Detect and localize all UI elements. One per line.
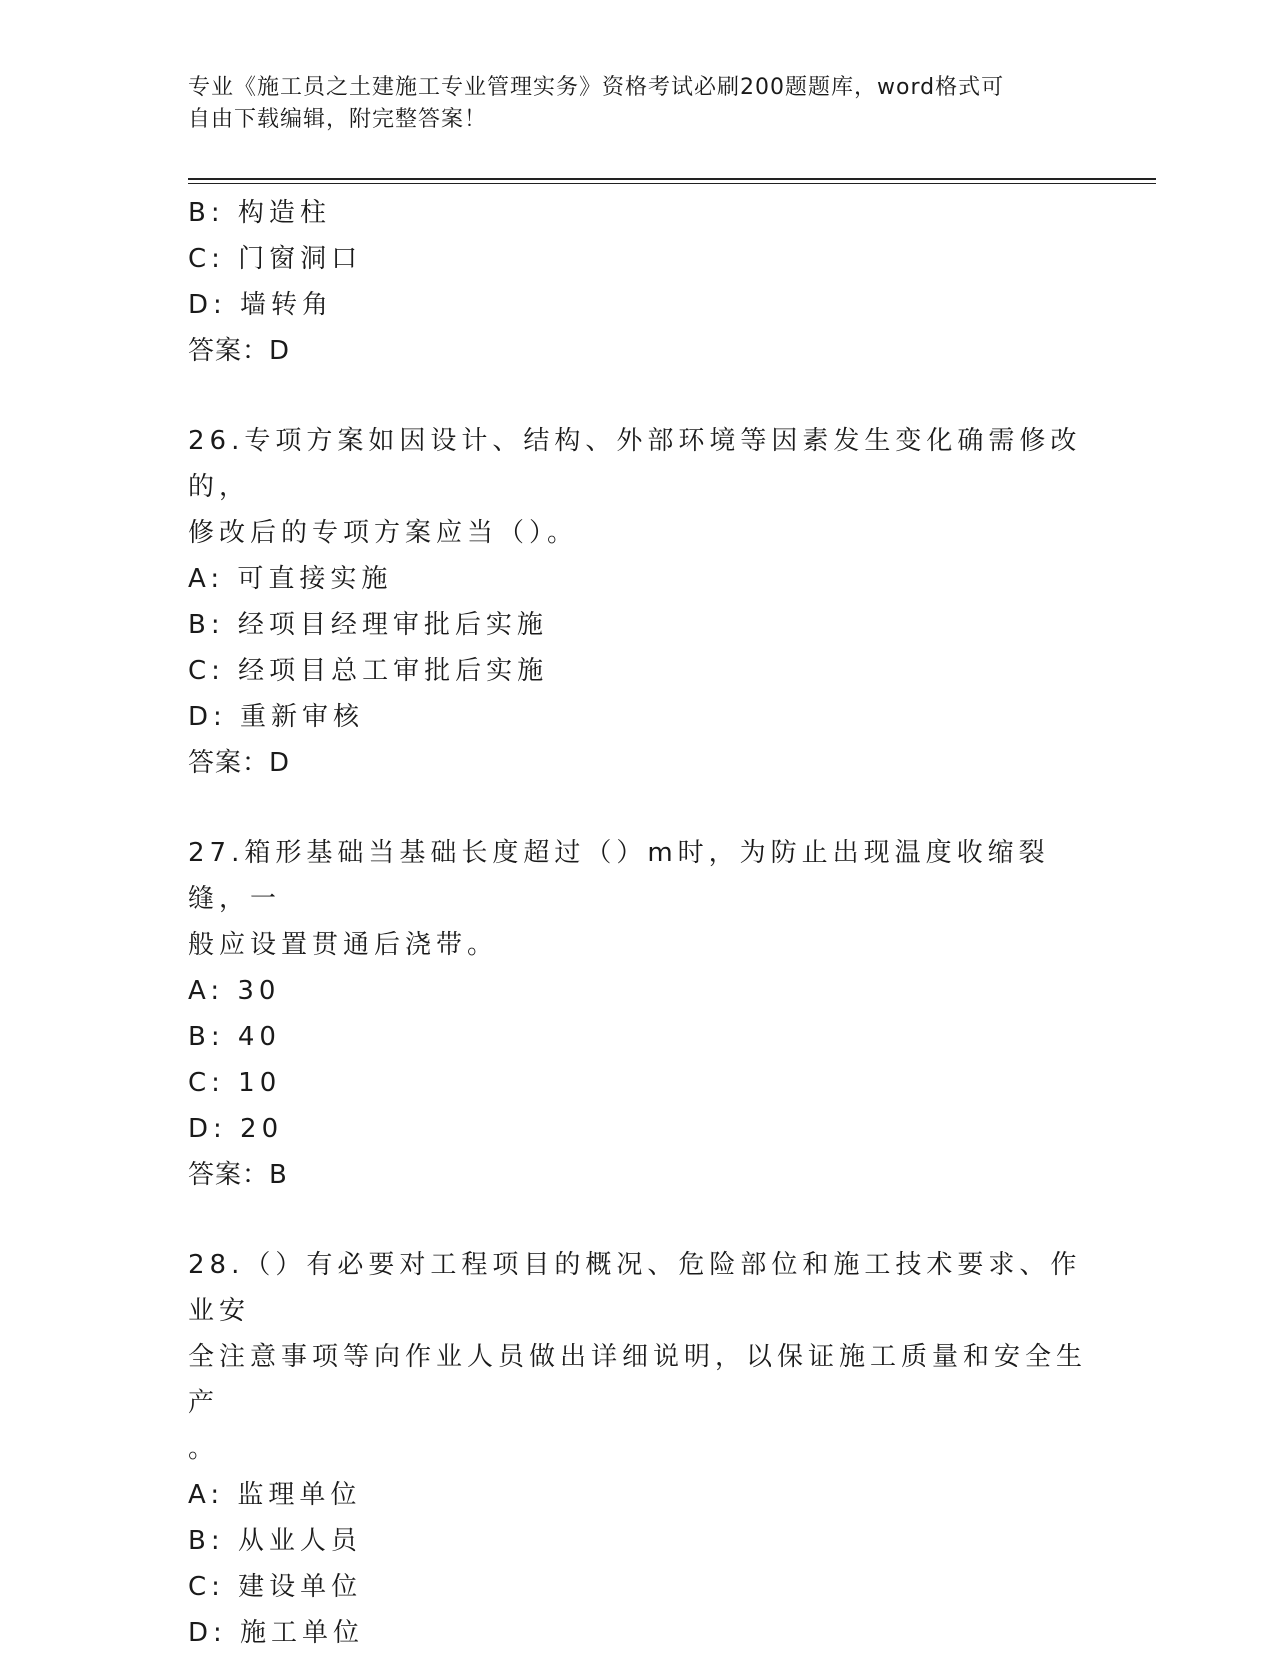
question-stem-line: 28.（）有必要对工程项目的概况、危险部位和施工技术要求、作业安 bbox=[188, 1250, 1082, 1326]
option-b: B: 经项目经理审批后实施 bbox=[188, 610, 548, 640]
option-c: C: 10 bbox=[188, 1068, 282, 1098]
document-header bbox=[188, 72, 1088, 136]
question-26 bbox=[188, 418, 1088, 786]
question-stem-line: 修改后的专项方案应当（）。 bbox=[188, 518, 579, 548]
option-b: B: 40 bbox=[188, 1022, 281, 1052]
answer-line: 答案：D bbox=[188, 336, 291, 366]
option-d: D: 墙转角 bbox=[188, 290, 334, 320]
option-c: C: 门窗洞口 bbox=[188, 244, 363, 274]
header-rule-thick bbox=[188, 178, 1156, 180]
question-stem-line: 27.箱形基础当基础长度超过（）m时，为防止出现温度收缩裂缝，一 bbox=[188, 838, 1050, 914]
question-27 bbox=[188, 830, 1088, 1198]
question-stem-line: 般应设置贯通后浇带。 bbox=[188, 930, 499, 960]
header-line-1: 专业《施工员之土建施工专业管理实务》资格考试必刷200题题库，word格式可 bbox=[188, 75, 1005, 100]
option-a: A: 监理单位 bbox=[188, 1480, 362, 1510]
option-d: D: 重新审核 bbox=[188, 702, 365, 732]
option-c: C: 经项目总工审批后实施 bbox=[188, 656, 549, 686]
answer-line: 答案：D bbox=[188, 748, 291, 778]
question-25-tail bbox=[188, 190, 1088, 374]
header-rule-thin bbox=[188, 183, 1156, 184]
question-stem-line: 全注意事项等向作业人员做出详细说明，以保证施工质量和安全生产 bbox=[188, 1342, 1088, 1418]
option-c: C: 建设单位 bbox=[188, 1572, 363, 1602]
option-a: A: 30 bbox=[188, 976, 281, 1006]
option-b: B: 构造柱 bbox=[188, 198, 331, 228]
option-d: D: 施工单位 bbox=[188, 1618, 365, 1648]
option-d: D: 20 bbox=[188, 1114, 284, 1144]
question-stem-line: 26.专项方案如因设计、结构、外部环境等因素发生变化确需修改的， bbox=[188, 426, 1082, 502]
answer-line: 答案：B bbox=[188, 1160, 288, 1190]
option-b: B: 从业人员 bbox=[188, 1526, 362, 1556]
question-28 bbox=[188, 1242, 1088, 1656]
question-content bbox=[188, 190, 1088, 1656]
question-stem-line: 。 bbox=[188, 1434, 220, 1464]
option-a: A: 可直接实施 bbox=[188, 564, 393, 594]
header-line-2: 自由下载编辑，附完整答案！ bbox=[188, 107, 488, 132]
